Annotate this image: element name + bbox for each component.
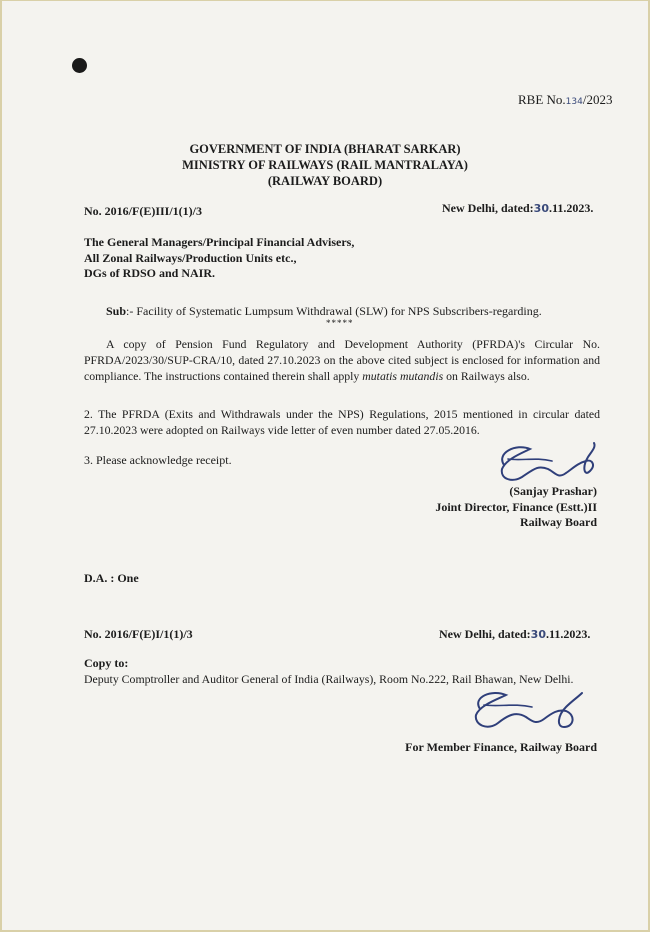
- copy-to-label: Copy to:: [84, 656, 129, 670]
- enclosure-note: D.A. : One: [84, 571, 139, 585]
- subject-label: Sub: [106, 304, 127, 318]
- signatory-name: (Sanjay Prashar): [509, 484, 597, 498]
- paragraph-3: 3. Please acknowledge receipt.: [84, 453, 232, 467]
- punch-hole: [72, 58, 87, 73]
- paragraph-1: A copy of Pension Fund Regulatory and Development Authority (PFRDA)'s Circular No. PFRDA/2023/30/SUP-CRA/10, dated 27.10.2023 on the above cited subject is enclosed for information and compliance. The instructions contained therein shall apply mutatis mutandis on Railways also.: [84, 337, 600, 383]
- signature-2: [466, 687, 590, 739]
- addressee-line: All Zonal Railways/Production Units etc.,: [84, 251, 297, 265]
- reference-date: New Delhi, dated:30.11.2023.: [442, 201, 594, 215]
- rbe-handwritten-number: 134: [565, 97, 583, 107]
- paragraph-2: 2. The PFRDA (Exits and Withdrawals under the NPS) Regulations, 2015 mentioned in circular dated 27.10.2023 were adopted on Railways vide letter of even number dated 27.05.2016.: [84, 407, 600, 437]
- addressee-line: The General Managers/Principal Financial Advisers,: [84, 235, 355, 249]
- document-page: [2, 1, 648, 930]
- signatory-office: Railway Board: [519, 515, 597, 529]
- subject-separator: *****: [326, 318, 354, 328]
- heading-board: (RAILWAY BOARD): [267, 174, 383, 188]
- reference-number: No. 2016/F(E)III/1(1)/3: [84, 204, 202, 218]
- copy-to-recipient: Deputy Comptroller and Auditor General of India (Railways), Room No.222, Rail Bhawan, New Delhi.: [84, 672, 574, 686]
- signatory-designation: Joint Director, Finance (Estt.)II: [435, 500, 597, 514]
- heading-government: GOVERNMENT OF INDIA (BHARAT SARKAR): [189, 142, 461, 156]
- handwritten-date-day: 30: [533, 202, 549, 215]
- heading-ministry: MINISTRY OF RAILWAYS (RAIL MANTRALAYA): [182, 158, 468, 172]
- handwritten-date-day: 30: [530, 628, 546, 641]
- addressee-line: DGs of RDSO and NAIR.: [84, 266, 216, 280]
- rbe-number: RBE No.134/2023: [518, 92, 613, 107]
- reference-number-2: No. 2016/F(E)I/1(1)/3: [84, 627, 193, 641]
- reference-date-2: New Delhi, dated:30.11.2023.: [439, 627, 591, 641]
- footer-signature-line: For Member Finance, Railway Board: [405, 740, 597, 754]
- subject-line: Sub:- Facility of Systematic Lumpsum Withdrawal (SLW) for NPS Subscribers-regarding.: [106, 304, 542, 318]
